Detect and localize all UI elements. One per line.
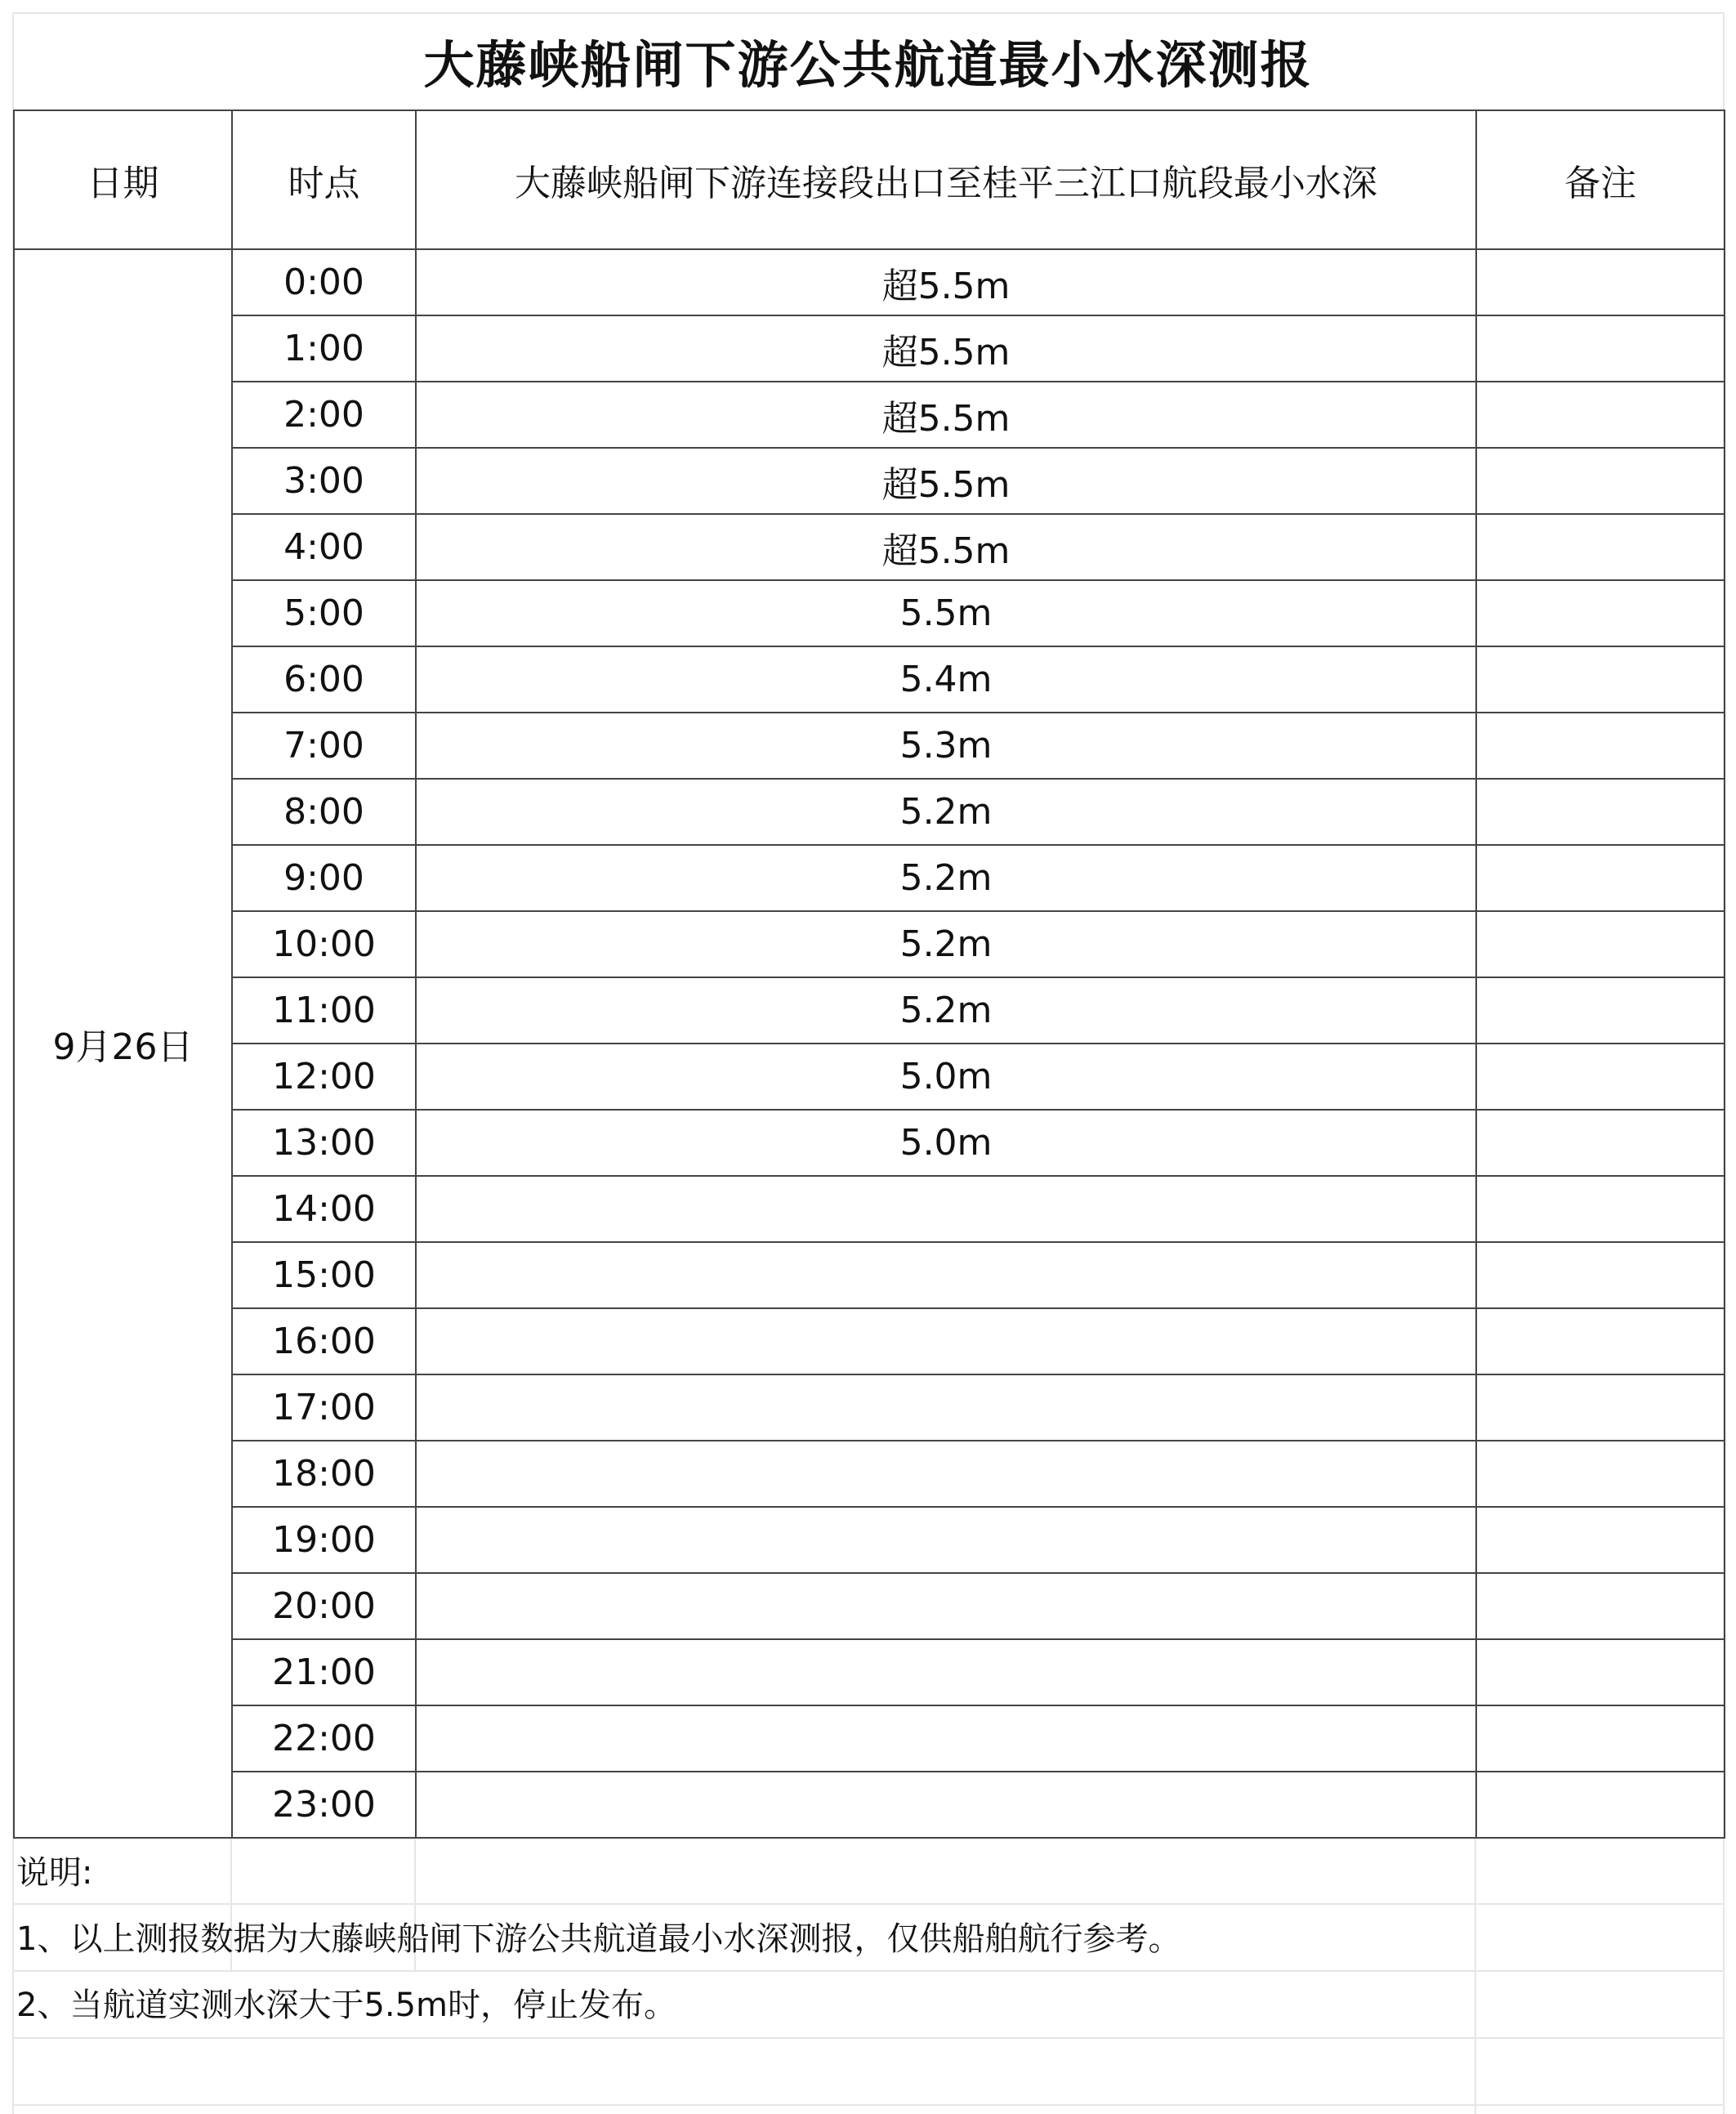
depth-cell [416, 1705, 1476, 1772]
table-row [14, 1705, 1725, 1772]
time-cell: 1:00 [232, 315, 416, 382]
table-row [14, 713, 1725, 779]
time-cell: 12:00 [232, 1044, 416, 1110]
table-row [14, 580, 1725, 646]
table-row [14, 977, 1725, 1044]
table-row [14, 249, 1725, 315]
depth-cell [416, 1308, 1476, 1374]
table-row [14, 382, 1725, 448]
time-cell: 10:00 [232, 911, 416, 977]
notes-heading: 说明: [16, 1854, 93, 1892]
table-row [14, 1573, 1725, 1639]
table-row [14, 1308, 1725, 1374]
notes-section [13, 1837, 1723, 2036]
depth-cell: 超5.5m [416, 514, 1476, 580]
depth-cell [416, 1573, 1476, 1639]
note-item-1: 1、以上测报数据为大藤峡船闸下游公共航道最小水深测报，仅供船舶航行参考。 [16, 1920, 1181, 1958]
remark-cell [1476, 1772, 1725, 1838]
date-cell: 9月26日 [14, 249, 232, 1838]
header-min-depth: 大藤峡船闸下游连接段出口至桂平三江口航段最小水深 [416, 110, 1476, 249]
depth-cell: 5.2m [416, 977, 1476, 1044]
remark-cell [1476, 779, 1725, 845]
depth-cell: 5.0m [416, 1110, 1476, 1176]
table-row [14, 514, 1725, 580]
remark-cell [1476, 1044, 1725, 1110]
remark-cell [1476, 1308, 1725, 1374]
water-depth-table [13, 109, 1725, 1839]
time-cell: 9:00 [232, 845, 416, 911]
depth-cell [416, 1441, 1476, 1507]
time-cell: 13:00 [232, 1110, 416, 1176]
table-row [14, 315, 1725, 382]
table-row [14, 1110, 1725, 1176]
depth-cell: 5.4m [416, 646, 1476, 713]
depth-cell: 5.5m [416, 580, 1476, 646]
header-remark: 备注 [1476, 110, 1725, 249]
time-cell: 5:00 [232, 580, 416, 646]
time-cell: 19:00 [232, 1507, 416, 1573]
header-date: 日期 [14, 110, 232, 249]
table-row [14, 1374, 1725, 1441]
table-row [14, 845, 1725, 911]
table-row [14, 779, 1725, 845]
depth-cell [416, 1772, 1476, 1838]
time-cell: 22:00 [232, 1705, 416, 1772]
depth-cell: 5.2m [416, 779, 1476, 845]
depth-cell: 超5.5m [416, 382, 1476, 448]
time-cell: 3:00 [232, 448, 416, 514]
table-row [14, 1242, 1725, 1308]
remark-cell [1476, 315, 1725, 382]
remark-cell [1476, 514, 1725, 580]
remark-cell [1476, 580, 1725, 646]
remark-cell [1476, 382, 1725, 448]
time-cell: 11:00 [232, 977, 416, 1044]
time-cell: 6:00 [232, 646, 416, 713]
table-row [14, 911, 1725, 977]
time-cell: 7:00 [232, 713, 416, 779]
remark-cell [1476, 713, 1725, 779]
remark-cell [1476, 1639, 1725, 1705]
table-header-row [14, 110, 1725, 249]
remark-cell [1476, 911, 1725, 977]
depth-cell: 超5.5m [416, 315, 1476, 382]
header-time: 时点 [232, 110, 416, 249]
depth-cell: 5.3m [416, 713, 1476, 779]
table-row [14, 1441, 1725, 1507]
depth-cell: 5.2m [416, 845, 1476, 911]
depth-cell [416, 1639, 1476, 1705]
time-cell: 17:00 [232, 1374, 416, 1441]
remark-cell [1476, 845, 1725, 911]
time-cell: 21:00 [232, 1639, 416, 1705]
time-cell: 18:00 [232, 1441, 416, 1507]
report-title: 大藤峡船闸下游公共航道最小水深测报 [423, 34, 1313, 95]
remark-cell [1476, 1176, 1725, 1242]
remark-cell [1476, 1441, 1725, 1507]
depth-cell [416, 1507, 1476, 1573]
table-row [14, 646, 1725, 713]
remark-cell [1476, 448, 1725, 514]
time-cell: 15:00 [232, 1242, 416, 1308]
time-cell: 14:00 [232, 1176, 416, 1242]
remark-cell [1476, 1110, 1725, 1176]
remark-cell [1476, 1374, 1725, 1441]
remark-cell [1476, 249, 1725, 315]
remark-cell [1476, 1242, 1725, 1308]
remark-cell [1476, 1507, 1725, 1573]
remark-cell [1476, 1705, 1725, 1772]
time-cell: 2:00 [232, 382, 416, 448]
depth-cell: 5.2m [416, 911, 1476, 977]
depth-cell [416, 1374, 1476, 1441]
time-cell: 4:00 [232, 514, 416, 580]
table-row [14, 448, 1725, 514]
depth-cell [416, 1242, 1476, 1308]
table-row [14, 1044, 1725, 1110]
time-cell: 8:00 [232, 779, 416, 845]
table-row [14, 1772, 1725, 1838]
depth-cell [416, 1176, 1476, 1242]
time-cell: 23:00 [232, 1772, 416, 1838]
remark-cell [1476, 646, 1725, 713]
remark-cell [1476, 977, 1725, 1044]
note-item-2: 2、当航道实测水深大于5.5m时，停止发布。 [16, 1987, 677, 2024]
depth-cell: 超5.5m [416, 249, 1476, 315]
time-cell: 20:00 [232, 1573, 416, 1639]
time-cell: 0:00 [232, 249, 416, 315]
table-row [14, 1507, 1725, 1573]
depth-cell: 5.0m [416, 1044, 1476, 1110]
depth-cell: 超5.5m [416, 448, 1476, 514]
remark-cell [1476, 1573, 1725, 1639]
table-row [14, 1176, 1725, 1242]
table-row [14, 1639, 1725, 1705]
time-cell: 16:00 [232, 1308, 416, 1374]
